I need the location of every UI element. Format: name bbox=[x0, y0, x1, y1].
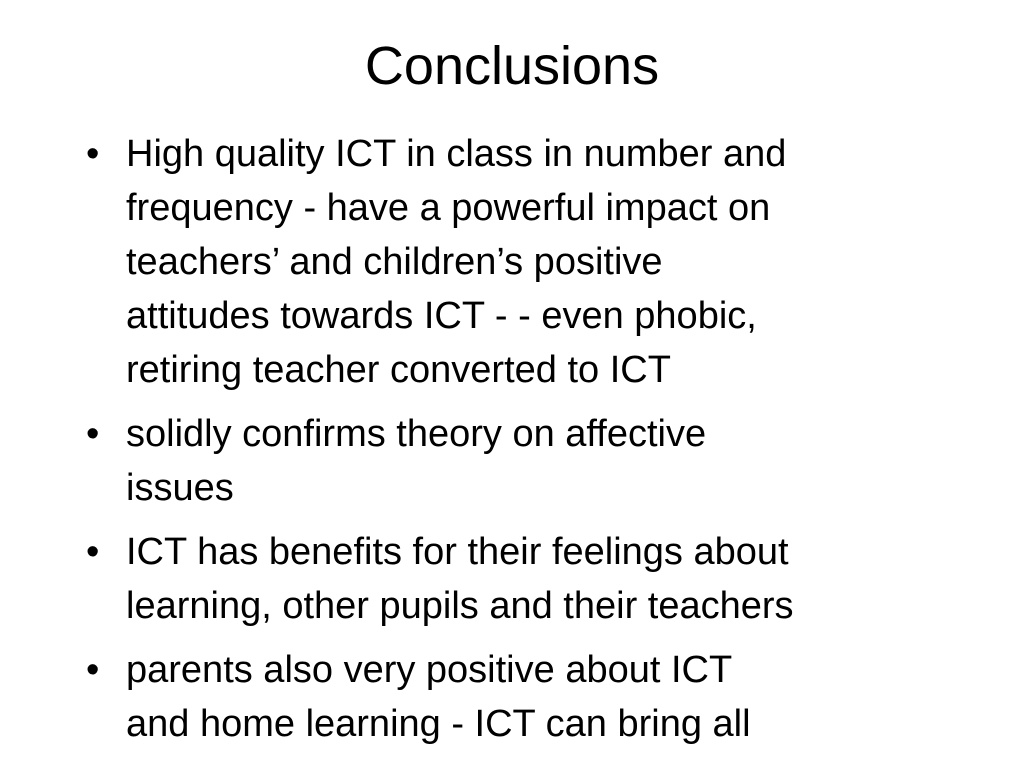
bullet-marker: • bbox=[86, 649, 100, 691]
bullet-text: solidly confirms theory on affective issues bbox=[126, 413, 707, 509]
bullet-text: parents also very positive about ICT and home learning - ICT can bring all bbox=[126, 649, 751, 745]
bullet-text: ICT has benefits for their feelings about learning, other pupils and their teachers bbox=[126, 531, 794, 627]
bullet-item bbox=[86, 127, 966, 397]
bullet-item bbox=[86, 407, 966, 515]
bullet-item bbox=[86, 525, 966, 633]
bullet-list bbox=[86, 127, 966, 761]
slide-title: Conclusions bbox=[364, 36, 660, 96]
bullet-marker: • bbox=[86, 531, 100, 573]
bullet-marker: • bbox=[86, 413, 100, 455]
bullet-text: High quality ICT in class in number and frequency - have a powerful impact on teachers’ and children’s positive attitudes towards ICT - - even phobic, retiring teacher converted to ICT bbox=[126, 133, 787, 391]
bullet-item bbox=[86, 643, 966, 751]
bullet-marker: • bbox=[86, 133, 100, 175]
